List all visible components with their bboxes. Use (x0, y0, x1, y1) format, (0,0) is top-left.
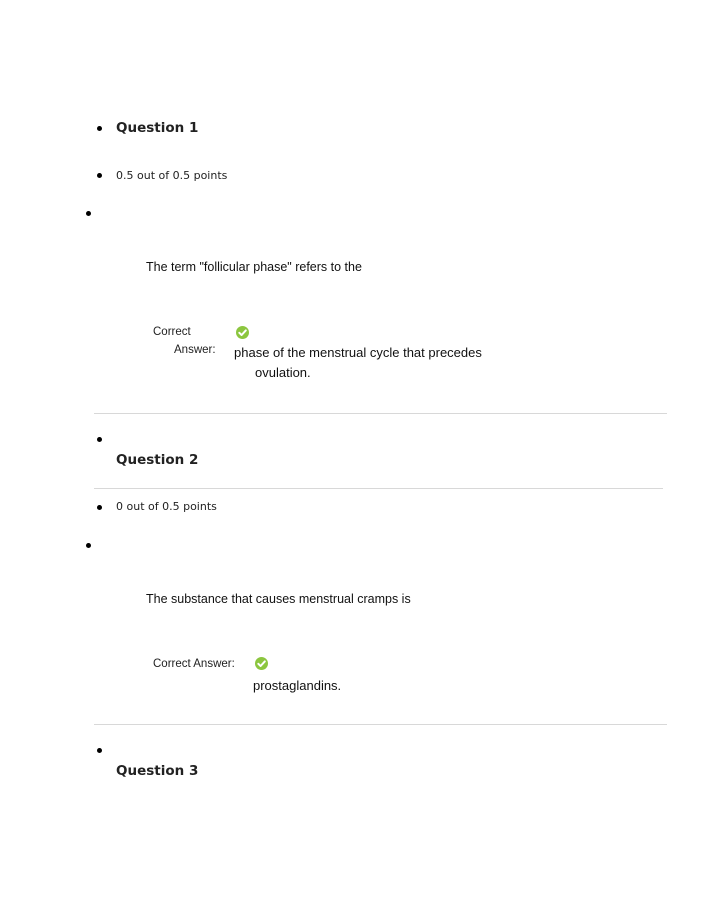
question-divider (94, 413, 667, 414)
correct-answer-text-line1: phase of the menstrual cycle that precedes (234, 345, 482, 360)
question-divider (94, 724, 667, 725)
correct-answer-text-line2: ovulation. (255, 365, 311, 380)
question-1-title: Question 1 (116, 120, 199, 136)
correct-answer-label: Correct Answer: (153, 658, 235, 670)
list-bullet (97, 126, 102, 131)
list-bullet (97, 505, 102, 510)
check-circle-icon (236, 326, 249, 339)
list-bullet (97, 173, 102, 178)
list-bullet (86, 211, 91, 216)
list-bullet (86, 543, 91, 548)
correct-answer-text: prostaglandins. (253, 678, 342, 693)
question-3-title: Question 3 (116, 763, 199, 779)
list-bullet (97, 437, 102, 442)
check-circle-icon (255, 657, 268, 670)
question-1-text: The term "follicular phase" refers to the (146, 260, 362, 274)
question-header-divider (94, 488, 663, 489)
question-2-points: 0 out of 0.5 points (116, 500, 217, 513)
question-2-text: The substance that causes menstrual cramps is (146, 592, 411, 606)
correct-answer-label-line2: Answer: (174, 344, 216, 356)
correct-answer-label-line1: Correct (153, 326, 191, 338)
list-bullet (97, 748, 102, 753)
question-1-points: 0.5 out of 0.5 points (116, 169, 228, 182)
question-2-title: Question 2 (116, 452, 199, 468)
